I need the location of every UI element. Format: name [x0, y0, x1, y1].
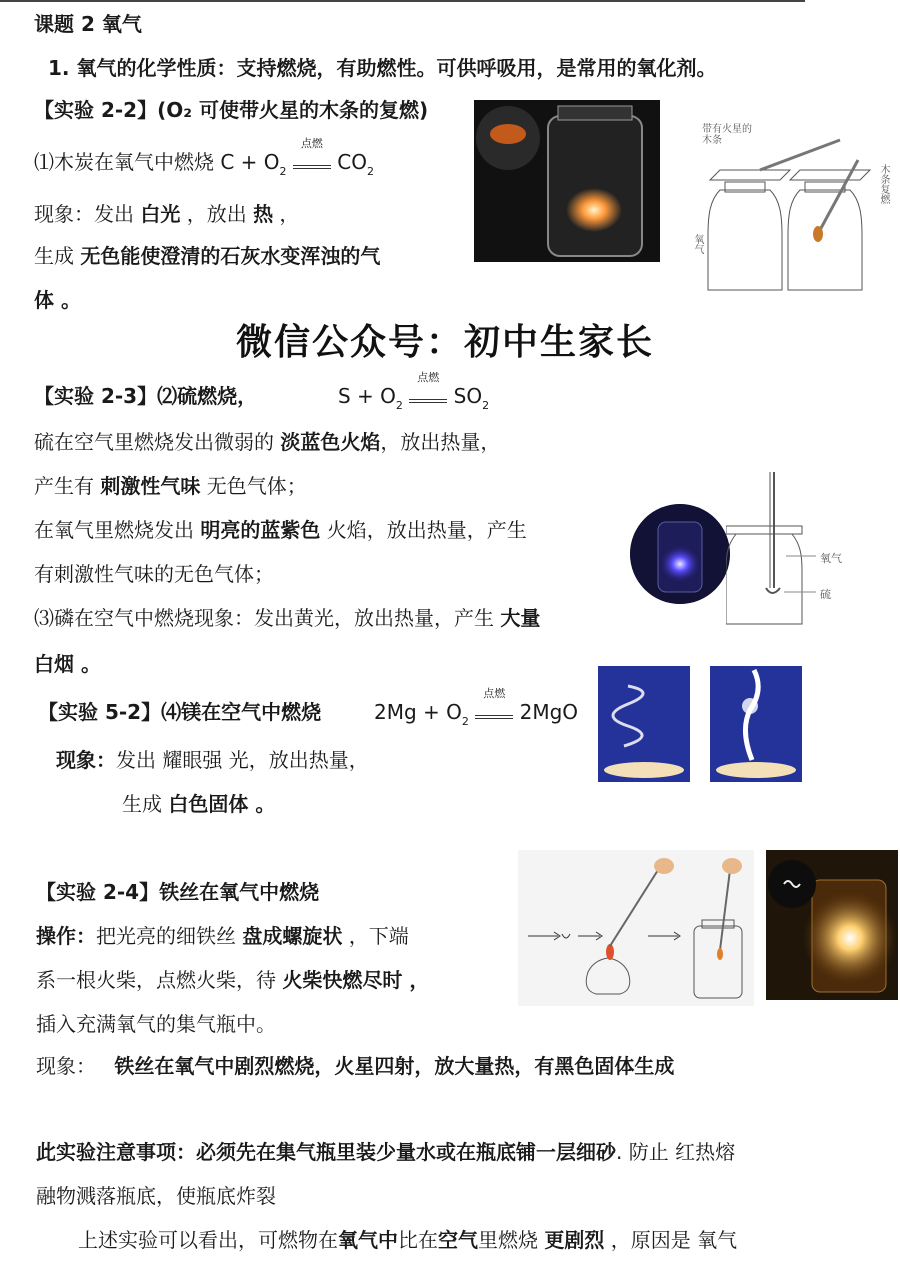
conclusion-line — [78, 1226, 737, 1254]
label-sulfur: 硫 — [820, 588, 831, 601]
eq-right: 2MgO — [519, 700, 579, 724]
text: 火焰，放出热量，产生 — [320, 518, 527, 542]
label: 此实验注意事项： — [36, 1140, 196, 1164]
eq-sub: 2 — [461, 715, 469, 728]
keyword: 热 — [253, 202, 274, 226]
keyword: 氧气中 — [338, 1228, 398, 1252]
exp24-op2 — [36, 966, 429, 994]
reaction-arrow — [475, 687, 513, 719]
sulfur-diagram — [726, 470, 856, 630]
keyword: 淡蓝色火焰 — [280, 430, 381, 454]
text: 发出 耀眼强 光，放出热量， — [116, 748, 369, 772]
exp24-op1 — [36, 922, 409, 950]
eq-left: 2Mg + O — [374, 700, 462, 724]
exp23-equation — [338, 371, 490, 420]
keyword: 明亮的蓝紫色 — [200, 518, 321, 542]
section-heading: 1. 氧气的化学性质：支持燃烧，有助燃性。可供呼吸用，是常用的氧化剂。 — [48, 56, 717, 80]
text: 。 — [248, 792, 276, 816]
exp22-item: ⑴木炭在氧气中燃烧 C + O — [34, 150, 280, 174]
reaction-arrow — [293, 137, 331, 169]
eq-right: SO — [453, 384, 483, 408]
exp22-product-line — [34, 242, 380, 270]
text: ⑶磷在空气中燃烧现象：发出黄光，放出热量，产生 — [34, 606, 501, 630]
text: ，原因是 氧气 — [604, 1228, 738, 1252]
exp23-label: 【实验 2-3】 — [34, 384, 158, 408]
charcoal-burning-photo — [474, 100, 660, 262]
text: 生成 — [34, 244, 81, 268]
exp24-phenomenon — [36, 1052, 674, 1080]
keyword: 盘成螺旋状 — [242, 924, 343, 948]
exp23-line6: 白烟 。 — [34, 652, 101, 676]
exp22-equation — [34, 137, 374, 186]
exp24-op3: 插入充满氧气的集气瓶中。 — [36, 1012, 276, 1036]
iron-wire-diagram — [518, 850, 754, 1006]
text: ， — [273, 202, 300, 226]
exp23-line5 — [34, 604, 540, 632]
text: 里燃烧 — [478, 1228, 545, 1252]
reaction-condition: 点燃 — [417, 371, 440, 384]
exp52-line1 — [56, 746, 369, 774]
exp22-product-line-end: 体 。 — [34, 288, 81, 312]
exp23-item: ⑵硫燃烧， — [157, 384, 258, 408]
keyword: 白光 — [140, 202, 181, 226]
text: 把光亮的细铁丝 — [96, 924, 243, 948]
text: 在氧气里燃烧发出 — [34, 518, 201, 542]
label-oxygen: 氧气 — [820, 552, 842, 565]
label: 操作： — [36, 924, 96, 948]
text: ，放出 — [180, 202, 254, 226]
text: 比在 — [398, 1228, 438, 1252]
exp52-item: ⑷镁在空气中燃烧 — [161, 700, 322, 724]
iron-burning-photo — [766, 850, 898, 1000]
text: . 防止 红热熔 — [616, 1140, 736, 1164]
reaction-condition: 点燃 — [300, 137, 323, 150]
eq-left: S + O — [338, 384, 396, 408]
text: ，下端 — [342, 924, 409, 948]
label-oxygen: 氧气 — [692, 234, 703, 254]
top-rule — [0, 0, 805, 2]
exp24-title: 【实验 2-4】铁丝在氧气中燃烧 — [36, 880, 320, 904]
exp52-label: 【实验 5-2】 — [38, 700, 162, 724]
keyword: 刺激性气味 — [100, 474, 201, 498]
text: 上述实验可以看出，可燃物在 — [78, 1228, 338, 1252]
text: 无色气体； — [200, 474, 307, 498]
exp23-heading — [34, 382, 257, 410]
eq-right-sub: 2 — [482, 399, 490, 412]
exp23-line4: 有刺激性气味的无色气体； — [34, 562, 274, 586]
exp22-sub: 2 — [279, 165, 287, 178]
relight-diagram — [680, 120, 890, 300]
exp22-label: 【实验 2-2】 — [34, 98, 158, 122]
label: 现象： — [36, 1054, 96, 1078]
exp23-line2 — [34, 472, 307, 500]
keyword: 更剧烈 — [544, 1228, 605, 1252]
text: ，放出热量， — [380, 430, 501, 454]
text: ， — [402, 968, 430, 992]
text: 产生有 — [34, 474, 101, 498]
reaction-arrow — [409, 371, 447, 403]
exp52-heading — [38, 698, 321, 726]
exp23-line1 — [34, 428, 500, 456]
exp22-product: CO — [337, 150, 367, 174]
keyword: 大量 — [500, 606, 541, 630]
text: 生成 — [122, 792, 169, 816]
exp22-phenomenon — [34, 200, 299, 228]
label: 现象： — [56, 748, 116, 772]
magnesium-ribbon-photo — [598, 666, 690, 782]
text: 现象：发出 — [34, 202, 141, 226]
keyword: 火柴快燃尽时 — [282, 968, 403, 992]
exp22-note: (O₂ 可使带火星的木条的复燃) — [157, 98, 429, 122]
watermark: 微信公众号：初中生家长 — [236, 322, 655, 363]
text: 硫在空气里燃烧发出微弱的 — [34, 430, 281, 454]
keyword: 白色固体 — [168, 792, 249, 816]
keyword: 空气 — [438, 1228, 478, 1252]
page-title: 课题 2 氧气 — [34, 12, 142, 36]
text: 系一根火柴，点燃火柴，待 — [36, 968, 283, 992]
reaction-condition: 点燃 — [483, 687, 506, 700]
exp23-line3 — [34, 516, 527, 544]
keyword: 无色能使澄清的石灰水变浑浊的气 — [80, 244, 381, 268]
keyword: 铁丝在氧气中剧烈燃烧，火星四射，放大量热，有黑色固体生成 — [114, 1054, 675, 1078]
eq-sub: 2 — [395, 399, 403, 412]
label-relight: 木条复燃 — [878, 164, 889, 204]
exp52-equation — [374, 687, 579, 736]
exp52-line2 — [122, 790, 275, 818]
label-stick: 带有火星的木条 — [702, 124, 752, 146]
notes-line1 — [36, 1138, 735, 1166]
sulfur-flame-photo — [630, 504, 730, 604]
exp22-heading — [34, 96, 428, 124]
keyword: 必须先在集气瓶里装少量水或在瓶底铺一层细砂 — [196, 1140, 616, 1164]
notes-line2: 融物溅落瓶底，使瓶底炸裂 — [36, 1184, 276, 1208]
exp22-product-sub: 2 — [366, 165, 374, 178]
magnesium-burning-photo — [710, 666, 802, 782]
